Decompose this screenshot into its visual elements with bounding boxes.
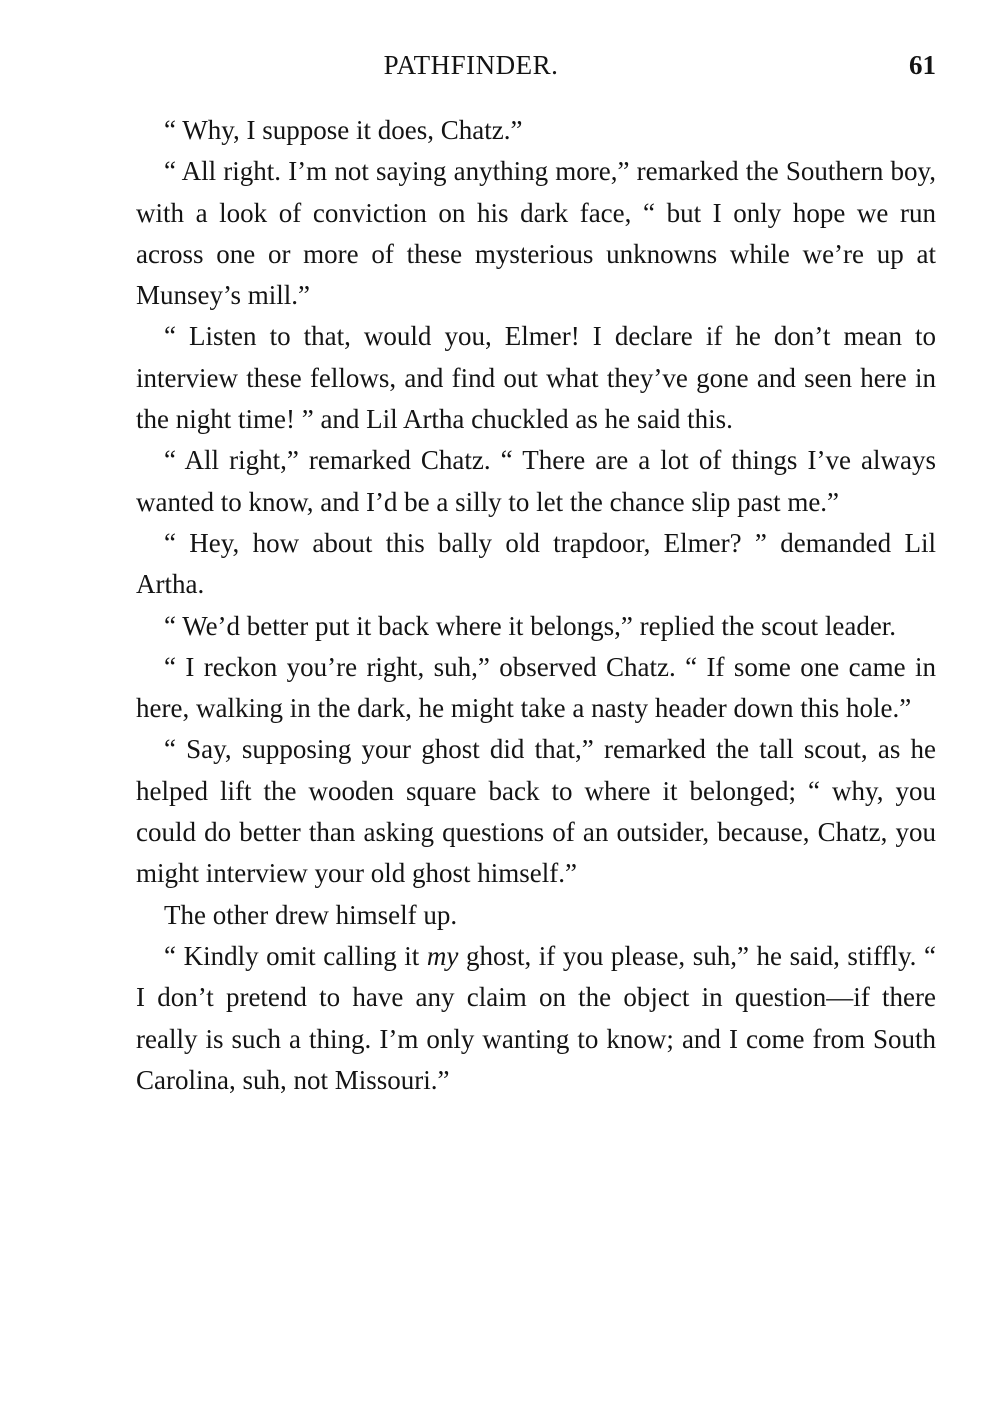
- running-title: PATHFINDER.: [383, 50, 559, 80]
- paragraph: “ Listen to that, would you, Elmer! I declare if he don’t mean to interview these fellows, and find out what they’ve gone and seen here in the night time! ” and Lil Artha chuckled as he said this.: [136, 321, 936, 435]
- paragraph: [136, 936, 936, 1101]
- paragraph: “ Say, supposing your ghost did that,” remarked the tall scout, as he helped lift the wooden square back to where it belonged; “ why, you could do better than asking questions of an outsider, because, Chatz, you might interview your old ghost himself.”: [136, 734, 936, 889]
- paragraph: “ We’d better put it back where it belongs,” replied the scout leader.: [164, 610, 897, 641]
- paragraph: “ Why, I suppose it does, Chatz.”: [164, 115, 523, 145]
- paragraph: “ All right. I’m not saying anything more,” remarked the Southern boy, with a look of conviction on his dark face, “ but I only hope we run across one or more of these mysterious unknowns while we’re up at Munsey’s mill.”: [136, 156, 936, 311]
- page-number: 61: [909, 50, 936, 80]
- paragraph: The other drew himself up.: [164, 899, 458, 930]
- running-head: [136, 50, 936, 90]
- paragraph-text: “ Kindly omit calling it: [164, 940, 427, 971]
- emphasized-word: my: [426, 940, 459, 971]
- paragraph: “ Hey, how about this bally old trapdoor, Elmer? ” demanded Lil Artha.: [136, 527, 936, 600]
- paragraph: “ All right,” remarked Chatz. “ There are a lot of things I’ve always wanted to know, and I’d be a silly to let the chance slip past me.”: [136, 445, 936, 517]
- body-text: [136, 110, 936, 1101]
- paragraph: “ I reckon you’re right, suh,” observed Chatz. “ If some one came in here, walking in the dark, he might take a nasty header down this hole.”: [136, 651, 936, 724]
- paragraph-text: ghost, if you please, suh,” he said, stiffly. “ I don’t pretend to have any claim on the object in question—if there really is such a thing. I’m only wanting to know; and I come from South Carolina, suh, not Missouri.”: [136, 940, 936, 1095]
